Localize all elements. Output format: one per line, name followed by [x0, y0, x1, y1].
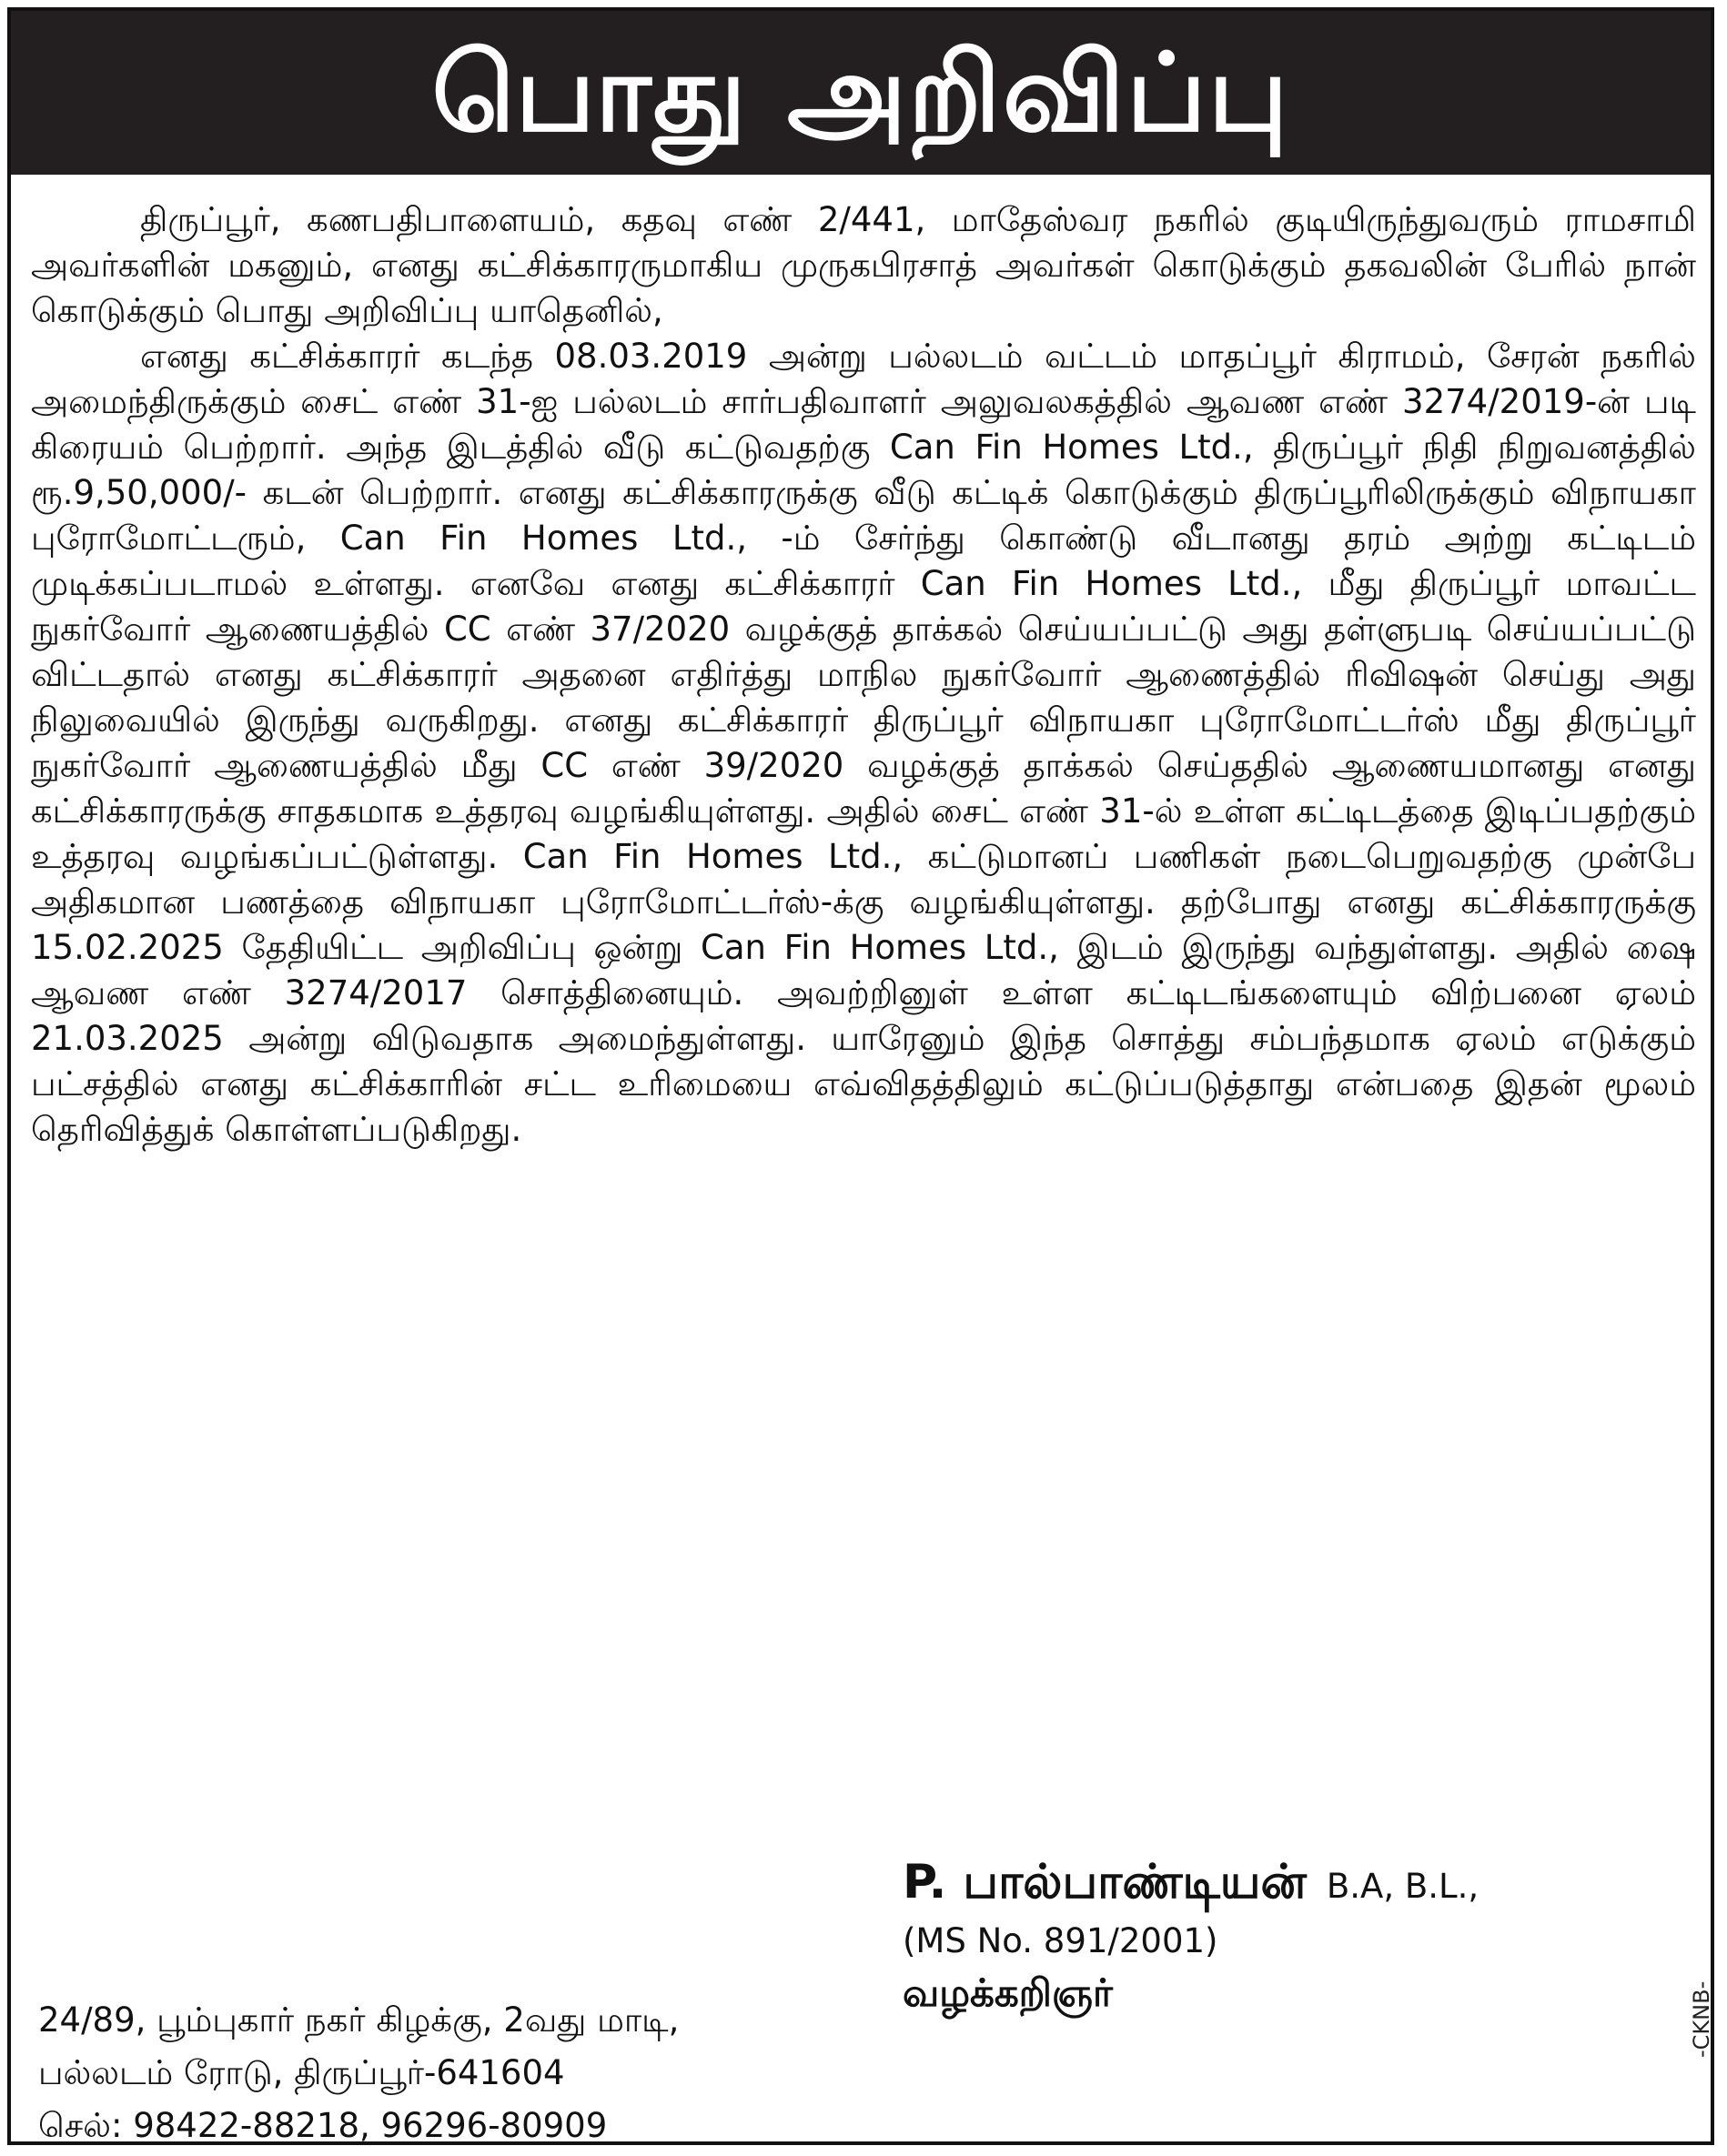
address-block: [38, 1994, 875, 2152]
notice-body: [31, 197, 1696, 1153]
advocate-registration: (MS No. 891/2001): [903, 1921, 1218, 1960]
address-line: 24/89, பூம்புகார் நகர் கிழக்கு, 2வது மாடி,: [38, 2000, 680, 2040]
advocate-degree: B.A, B.L.,: [1326, 1867, 1480, 1906]
advocate-name: P. பால்பாண்டியன்: [903, 1855, 1307, 1909]
ad-code: -CKNB-: [1689, 1980, 1714, 2058]
advocate-role: வழக்கறிஞர்: [903, 1970, 1113, 2015]
notice-title: பொது அறிவிப்பு: [431, 30, 1290, 156]
public-notice: [7, 7, 1714, 2145]
address-line: பல்லடம் ரோடு, திருப்பூர்-641604: [38, 2053, 565, 2092]
signature-block: [903, 1853, 1703, 2020]
notice-paragraph-main: எனது கட்சிக்காரர் கடந்த 08.03.2019 அன்று பல்லடம் வட்டம் மாதப்பூர் கிராமம், சேரன் நகரில் அமைந்திருக்கும் சைட் எண் 31-ஐ பல்லடம் சார்பதிவாளர் அலுவலகத்தில் ஆவண எண் 3274/2019-ன் படி கிரையம் பெற்றார். அந்த இடத்தில் வீடு கட்டுவதற்கு Can Fin Homes Ltd., திருப்பூர் நிதி நிறுவனத்தில் ரூ.9,50,000/- கடன் பெற்றார். எனது கட்சிக்காரருக்கு வீடு கட்டிக் கொடுக்கும் திருப்பூரிலிருக்கும் விநாயகா புரோமோட்டரும், Can Fin Homes Ltd., -ம் சேர்ந்து கொண்டு வீடானது தரம் அற்று கட்டிடம் முடிக்கப்படாமல் உள்ளது. எனவே எனது கட்சிக்காரர் Can Fin Homes Ltd., மீது திருப்பூர் மாவட்ட நுகர்வோர் ஆணையத்தில் CC எண் 37/2020 வழக்குத் தாக்கல் செய்யப்பட்டு அது தள்ளுபடி செய்யப்பட்டு விட்டதால் எனது கட்சிக்காரர் அதனை எதிர்த்து மாநில நுகர்வோர் ஆணைத்தில் ரிவிஷன் செய்து அது நிலுவையில் இருந்து வருகிறது. எனது கட்சிக்காரர் திருப்பூர் விநாயகா புரோமோட்டர்ஸ் மீது திருப்பூர் நுகர்வோர் ஆணையத்தில் மீது CC எண் 39/2020 வழக்குத் தாக்கல் செய்ததில் ஆணையமானது எனது கட்சிக்காரருக்கு சாதகமாக உத்தரவு வழங்கியுள்ளது. அதில் சைட் எண் 31-ல் உள்ள கட்டிடத்தை இடிப்பதற்கும் உத்தரவு வழங்கப்பட்டுள்ளது. Can Fin Homes Ltd., கட்டுமானப் பணிகள் நடைபெறுவதற்கு முன்பே அதிகமான பணத்தை விநாயகா புரோமோட்டர்ஸ்-க்கு வழங்கியுள்ளது. தற்போது எனது கட்சிக்காரருக்கு 15.02.2025 தேதியிட்ட அறிவிப்பு ஒன்று Can Fin Homes Ltd., இடம் இருந்து வந்துள்ளது. அதில் ஷை ஆவண எண் 3274/2017 சொத்தினையும். அவற்றினுள் உள்ள கட்டிடங்களையும் விற்பனை ஏலம் 21.03.2025 அன்று விடுவதாக அமைந்துள்ளது. யாரேனும் இந்த சொத்து சம்பந்தமாக ஏலம் எடுக்கும் பட்சத்தில் எனது கட்சிக்காரின் சட்ட உரிமையை எவ்விதத்திலும் கட்டுப்படுத்தாது என்பதை இதன் மூலம் தெரிவித்துக் கொள்ளப்படுகிறது.: [31, 337, 1696, 1149]
phone-line: செல்: 98422-88218, 96296-80909: [38, 2106, 608, 2145]
signature-name-line: [903, 1853, 1703, 1916]
title-banner: [11, 11, 1711, 175]
notice-paragraph-intro: திருப்பூர், கணபதிபாளையம், கதவு எண் 2/441, மாதேஸ்வர நகரில் குடியிருந்துவரும் ராமசாமி அவர்களின் மகனும், எனது கட்சிக்காரருமாகிய முருகபிரசாத் அவர்கள் கொடுக்கும் தகவலின் பேரில் நான் கொடுக்கும் பொது அறிவிப்பு யாதெனில்,: [31, 200, 1696, 330]
